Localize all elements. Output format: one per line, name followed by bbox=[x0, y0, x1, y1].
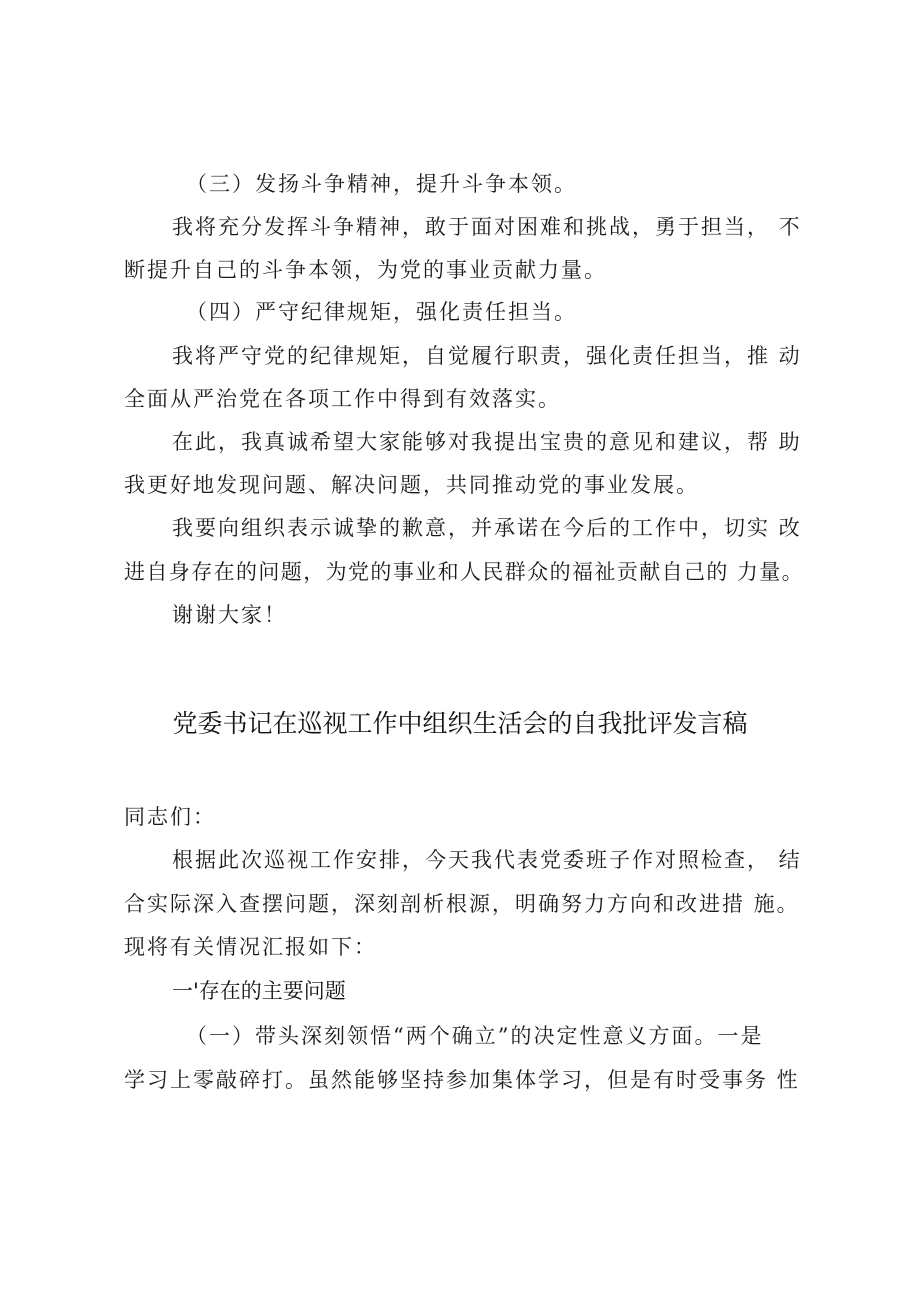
paragraph-line: 全面从严治党在各项工作中得到有效落实。 bbox=[124, 387, 561, 411]
paragraph-line: 合实际深入查摆问题，深刻剖析根源，明确努力方向和改进措 施。 bbox=[124, 892, 800, 916]
paragraph-line: 我更好地发现问题、解决问题，共同推动党的事业发展。 bbox=[124, 473, 699, 497]
paragraph-line: 我要向组织表示诚挚的歉意，并承诺在今后的工作中，切实 改 bbox=[172, 516, 802, 540]
closing-thanks: 谢谢大家！ bbox=[172, 603, 287, 627]
paragraph-line: 现将有关情况汇报如下： bbox=[124, 935, 377, 959]
paragraph-line: （一）带头深刻领悟“两个确立”的决定性意义方面。一是 bbox=[186, 1024, 764, 1048]
section-heading: 一'存在的主要问题 bbox=[172, 979, 346, 1003]
subheading-three: （三）发扬斗争精神，提升斗争本领。 bbox=[186, 172, 577, 196]
paragraph-line: 进自身存在的问题，为党的事业和人民群众的福祉贡献自己的 力量。 bbox=[124, 560, 805, 584]
paragraph-line: 我将充分发挥斗争精神，敢于面对困难和挑战，勇于担当， 不 bbox=[172, 215, 802, 239]
paragraph-line: 在此，我真诚希望大家能够对我提出宝贵的意见和建议，帮 助 bbox=[172, 430, 802, 454]
subheading-four: （四）严守纪律规矩，强化责任担当。 bbox=[186, 300, 577, 324]
paragraph-line: 学习上零敲碎打。虽然能够坚持参加集体学习，但是有时受事务 性 bbox=[124, 1068, 800, 1092]
paragraph-line: 断提升自己的斗争本领，为党的事业贡献力量。 bbox=[124, 258, 607, 282]
paragraph-line: 根据此次巡视工作安排，今天我代表党委班子作对照检查， 结 bbox=[172, 848, 802, 872]
paragraph-line: 我将严守党的纪律规矩，自觉履行职责，强化责任担当，推 动 bbox=[172, 344, 802, 368]
salutation: 同志们： bbox=[124, 805, 216, 829]
speech-title: 党委书记在巡视工作中组织生活会的自我批评发言稿 bbox=[172, 709, 748, 738]
